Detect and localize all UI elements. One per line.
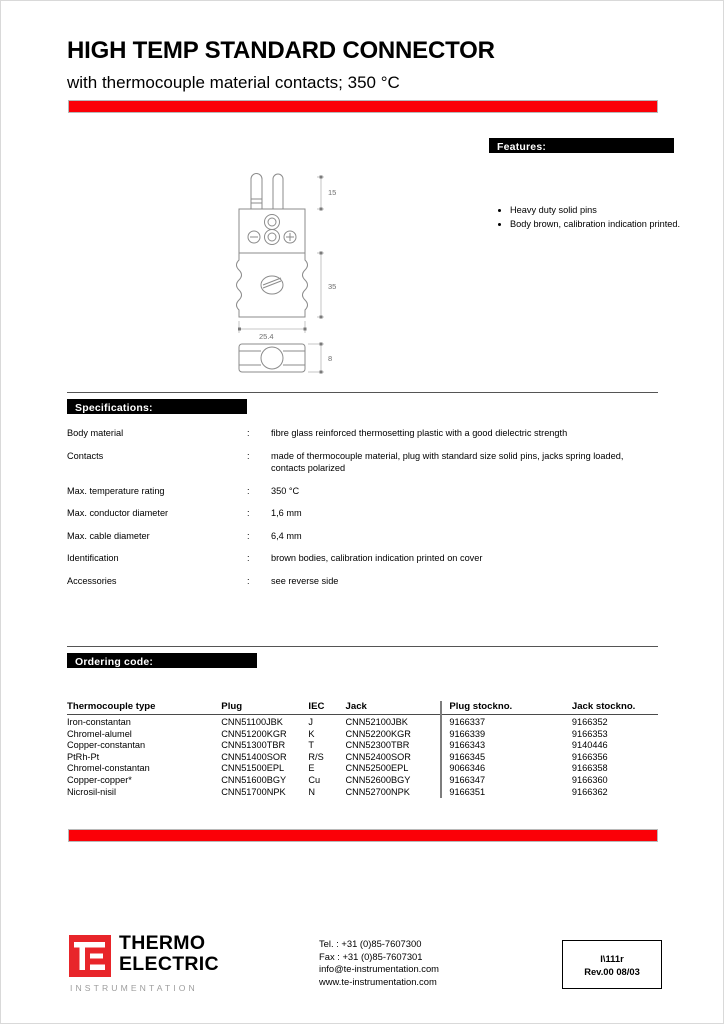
table-row (67, 575, 658, 598)
logo-word-thermo: THERMO (119, 932, 206, 954)
column-header-jack-stockno: Jack stockno. (572, 701, 658, 715)
cell-type: Copper-constantan (67, 740, 146, 751)
cell-plug: CNN51600BGY (221, 774, 287, 785)
column-header-type: Thermocouple type (67, 701, 221, 715)
spec-separator: : (247, 553, 250, 563)
ordering-table (67, 701, 658, 798)
cell-jack-stockno: 9166362 (571, 786, 608, 797)
cell-iec: T (308, 740, 315, 751)
specifications-table (67, 427, 658, 597)
column-header-iec: IEC (308, 701, 345, 715)
table-row (67, 485, 658, 508)
spec-value: 350 °C (271, 485, 300, 496)
drawing-svg (229, 161, 359, 376)
cell-jack-stockno: 9166356 (571, 751, 608, 762)
spec-separator: : (247, 530, 250, 541)
cell-jack: CNN52700NPK (345, 786, 410, 797)
table-row (67, 530, 658, 553)
cell-type: Chromel-alumel (67, 728, 132, 739)
logo-tagline: INSTRUMENTATION (70, 983, 198, 993)
cell-jack-stockno: 9166360 (571, 774, 608, 785)
contact-fax: Fax : +31 (0)85-7607301 (319, 950, 423, 962)
table-row (67, 740, 658, 752)
spec-key: Max. temperature rating (67, 485, 165, 496)
ordering-rule (67, 646, 658, 647)
cell-jack-stockno: 9166353 (571, 728, 608, 739)
spec-key: Max. cable diameter (67, 530, 150, 541)
table-row (67, 715, 658, 729)
spec-value: fibre glass reinforced thermosetting plastic with a good dielectric strength (271, 428, 568, 438)
cell-type: Iron-constantan (67, 717, 131, 727)
cell-plug-stockno: 9166339 (441, 729, 572, 741)
contact-website[interactable]: www.te-instrumentation.com (319, 975, 437, 987)
spec-value: 1,6 mm (271, 508, 302, 518)
cell-iec: E (308, 763, 315, 774)
spec-value: 6,4 mm (271, 530, 302, 541)
table-row (67, 775, 658, 787)
table-row (67, 507, 658, 530)
cell-plug: CNN51500EPL (221, 763, 285, 774)
spec-key: Identification (67, 553, 119, 563)
column-header-jack: Jack (346, 701, 442, 715)
dimension-label-15: 15 (328, 188, 337, 197)
cell-iec: J (308, 717, 313, 727)
spec-value: see reverse side (271, 575, 339, 586)
logo-word-electric: ELECTRIC (119, 953, 219, 975)
cell-iec: R/S (308, 751, 324, 762)
dimension-label-35: 35 (328, 282, 337, 291)
cell-jack: CNN52200KGR (345, 728, 411, 739)
column-header-plug: Plug (221, 701, 308, 715)
table-row (67, 450, 658, 485)
footer-accent-bar (68, 829, 658, 842)
connector-technical-drawing (229, 161, 359, 376)
cell-type: Chromel-constantan (67, 763, 150, 774)
page-subtitle: with thermocouple material contacts; 350 °C (67, 73, 400, 92)
company-logo (69, 933, 219, 1003)
specifications-rule (67, 392, 658, 393)
cell-jack: CNN52400SOR (345, 751, 411, 762)
spec-separator: : (247, 450, 250, 461)
list-item: • Body brown, calibration indication printed. (510, 218, 690, 231)
features-heading: Features: (489, 138, 674, 153)
cell-plug-stockno: 9166345 (441, 752, 572, 764)
cell-type: Nicrosil-nisil (67, 786, 117, 797)
spec-value: brown bodies, calibration indication printed on cover (271, 553, 483, 563)
cell-jack-stockno: 9166352 (571, 717, 608, 727)
spec-separator: : (247, 428, 250, 438)
ordering-heading: Ordering code: (67, 653, 257, 668)
header-accent-bar (68, 100, 658, 113)
table-row (67, 752, 658, 764)
cell-jack: CNN52600BGY (345, 774, 411, 785)
cell-jack: CNN52100JBK (345, 717, 408, 727)
revision-box (562, 940, 662, 989)
spec-key: Accessories (67, 575, 117, 586)
cell-plug-stockno: 9066346 (441, 763, 572, 775)
table-row (67, 427, 658, 450)
specifications-heading: Specifications: (67, 399, 247, 414)
contact-tel: Tel. : +31 (0)85-7607300 (319, 938, 422, 949)
cell-jack-stockno: 9140446 (571, 740, 608, 751)
revision-code: I\111r (600, 952, 624, 964)
cell-plug: CNN51300TBR (221, 740, 286, 751)
cell-iec: K (308, 728, 315, 739)
table-row (67, 729, 658, 741)
table-row (67, 763, 658, 775)
spec-key: Max. conductor diameter (67, 508, 169, 518)
table-row (67, 552, 658, 575)
table-row (67, 787, 658, 799)
dimension-label-254: 25.4 (259, 332, 274, 341)
cell-plug-stockno: 9166337 (441, 715, 572, 729)
cell-iec: N (308, 786, 316, 797)
cell-jack-stockno: 9166358 (571, 763, 608, 774)
page-title: HIGH TEMP STANDARD CONNECTOR (67, 37, 495, 64)
cell-iec: Cu (308, 774, 321, 785)
cell-plug-stockno: 9166347 (441, 775, 572, 787)
contact-email[interactable]: info@te-instrumentation.com (319, 963, 439, 975)
spec-value: made of thermocouple material, plug with standard size solid pins, jacks spring loaded, contacts polarized (271, 450, 624, 473)
features-list (496, 204, 690, 231)
te-logo-icon (69, 935, 111, 977)
spec-key: Contacts (67, 450, 104, 461)
spec-separator: : (247, 508, 250, 518)
cell-plug: CNN51400SOR (221, 751, 287, 762)
spec-key: Body material (67, 428, 124, 438)
revision-date: Rev.00 08/03 (584, 965, 640, 977)
cell-jack: CNN52300TBR (345, 740, 410, 751)
cell-plug-stockno: 9166343 (441, 740, 572, 752)
logo-wordmark (119, 933, 219, 975)
contact-block (319, 938, 439, 988)
cell-type: PtRh-Pt (67, 751, 100, 762)
cell-plug: CNN51200KGR (221, 728, 287, 739)
spec-separator: : (247, 485, 250, 496)
cell-jack: CNN52500EPL (345, 763, 409, 774)
cell-type: Copper-copper* (67, 774, 132, 785)
list-item: • Heavy duty solid pins (510, 204, 690, 217)
cell-plug: CNN51100JBK (221, 717, 283, 727)
column-header-plug-stockno: Plug stockno. (441, 701, 572, 715)
cell-plug: CNN51700NPK (221, 786, 286, 797)
spec-separator: : (247, 575, 250, 586)
cell-plug-stockno: 9166351 (441, 787, 572, 799)
dimension-label-8: 8 (328, 354, 333, 363)
table-header-row (67, 701, 658, 715)
